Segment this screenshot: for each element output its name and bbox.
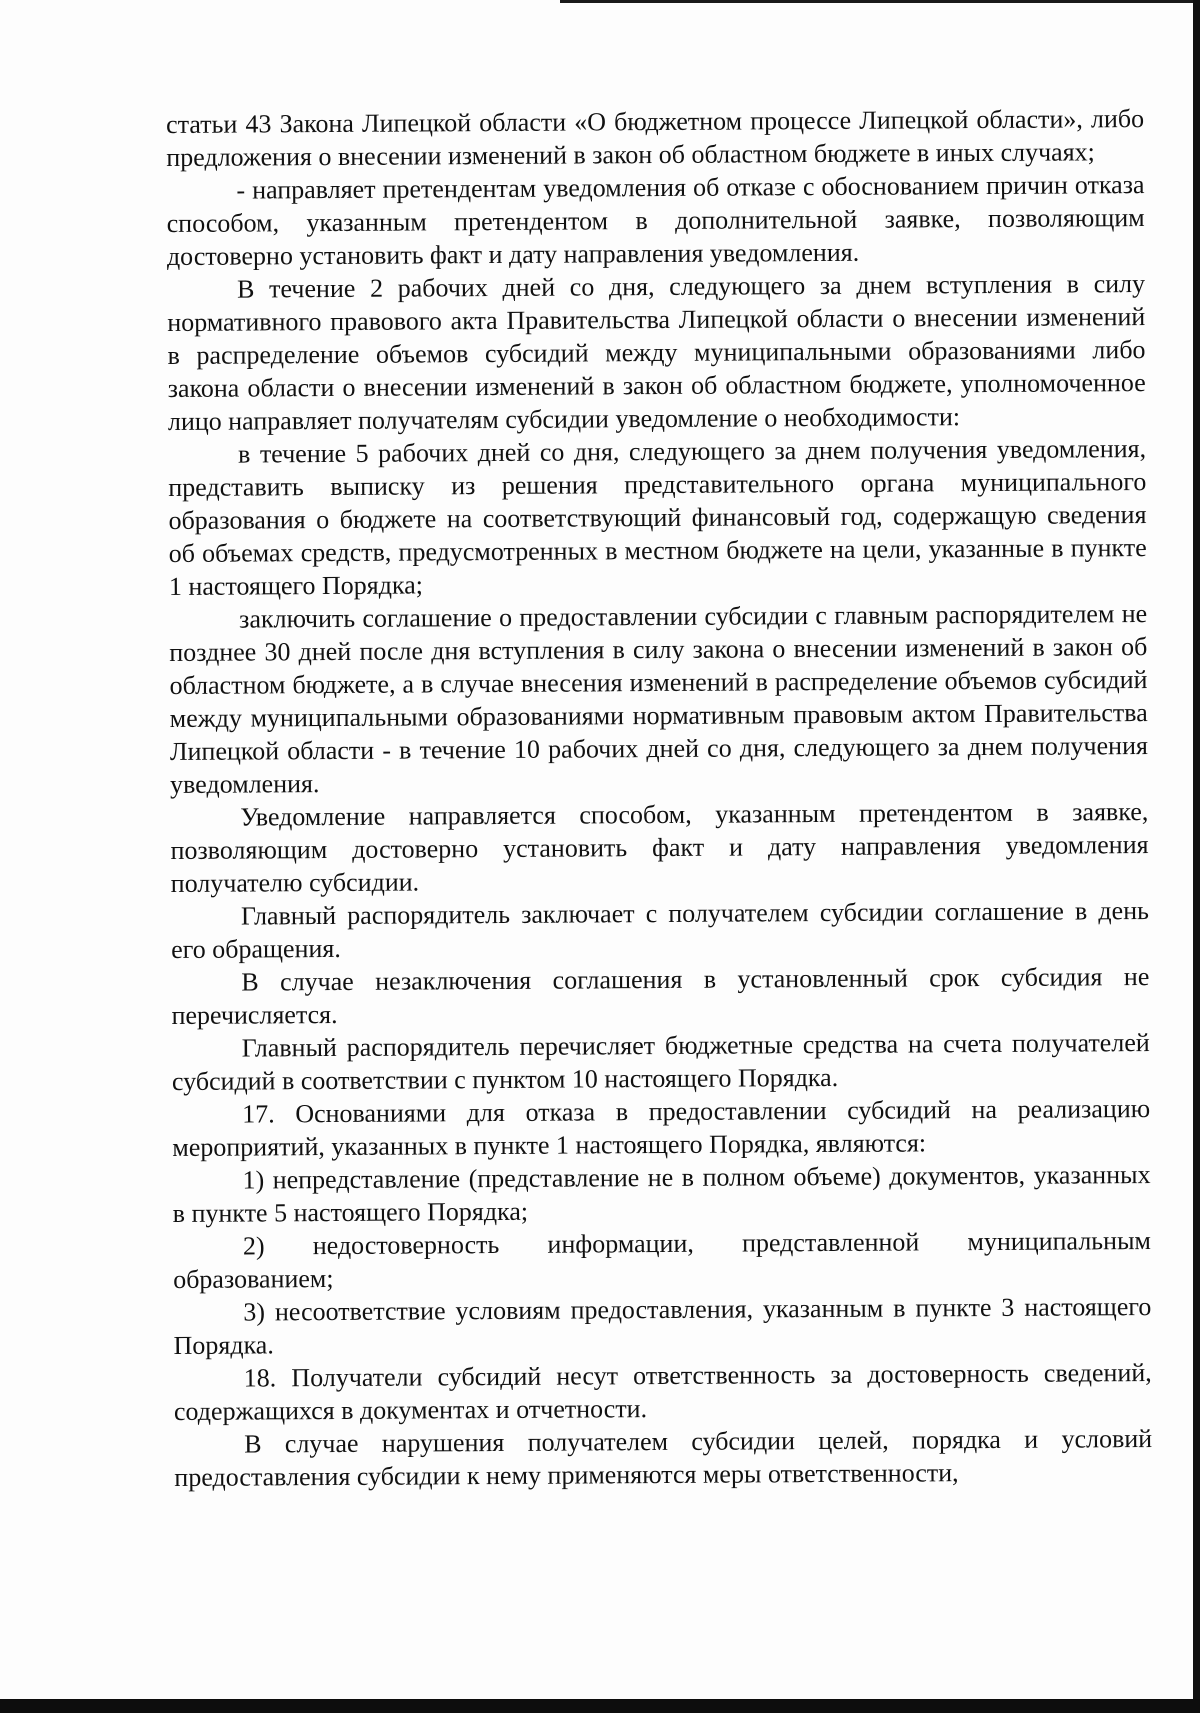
document-body <box>166 102 1152 1494</box>
paragraph-item-17-3: 3) несоответствие условиям предоставления, указанным в пункте 3 настоящего Порядка. <box>173 1292 1152 1360</box>
paragraph-transfer-funds: Главный распорядитель перечисляет бюджетные средства на счета получателей субсидий в соответствии с пунктом 10 настоящего Порядка. <box>171 1028 1150 1096</box>
paragraph-two-working-days: В течение 2 рабочих дней со дня, следующего за днем вступления в силу нормативного правового акта Правительства Липецкой области о внесении изменений в распределение объемов субсидий между муниципальными образованиями либо закона области о внесении изменений в закон об областном бюджете, уполномоченное лицо направляет получателям субсидии уведомление о необходимости: <box>167 269 1146 436</box>
paragraph-item-18: 18. Получатели субсидий несут ответственность за достоверность сведений, содержащихся в документах и отчетности. <box>173 1358 1152 1426</box>
scan-edge-top <box>560 0 1200 3</box>
paragraph-item-17-2: 2) недостоверность информации, представленной муниципальным образованием; <box>173 1226 1152 1294</box>
scan-edge-bottom <box>0 1699 1200 1713</box>
paragraph-agreement-day: Главный распорядитель заключает с получателем субсидии соглашение в день его обращения. <box>171 896 1150 964</box>
paragraph-notification-method: Уведомление направляется способом, указанным претендентом в заявке, позволяющим достоверно установить факт и дату направления уведомления получателю субсидии. <box>170 797 1149 898</box>
paragraph-notification-refusal: - направляет претендентам уведомления об отказе с обоснованием причин отказа способом, указанным претендентом в дополнительной заявке, позволяющим достоверно установить факт и дату направления уведомления. <box>166 170 1145 271</box>
paragraph-violation: В случае нарушения получателем субсидии целей, порядка и условий предоставления субсидии к нему применяются меры ответственности, <box>174 1424 1153 1492</box>
paragraph-five-working-days: в течение 5 рабочих дней со дня, следующего за днем получения уведомления, представить выписку из решения представительного органа муниципального образования о бюджете на соответствующий финансовый год, содержащую сведения об объемах средств, предусмотренных в местном бюджете на цели, указанные в пункте 1 настоящего Порядка; <box>168 434 1147 601</box>
paragraph-conclude-agreement: заключить соглашение о предоставлении субсидии с главным распорядителем не позднее 30 дней после дня вступления в силу закона о внесении изменений в закон об областном бюджете, а в случае внесения изменений в распределение объемов субсидий между муниципальными образованиями нормативным правовым актом Правительства Липецкой области - в течение 10 рабочих дней со дня, следующего за днем получения уведомления. <box>169 599 1149 799</box>
paragraph-item-17-1: 1) непредставление (представление не в полном объеме) документов, указанных в пункте 5 настоящего Порядка; <box>172 1160 1151 1228</box>
scan-edge-right <box>1193 0 1200 1713</box>
paragraph-no-agreement: В случае незаключения соглашения в установленный срок субсидия не перечисляется. <box>171 962 1150 1030</box>
paragraph-continuation: статьи 43 Закона Липецкой области «О бюджетном процессе Липецкой области», либо предложения о внесении изменений в закон об областном бюджете в иных случаях; <box>166 104 1145 172</box>
paragraph-item-17: 17. Основаниями для отказа в предоставлении субсидий на реализацию мероприятий, указанных в пункте 1 настоящего Порядка, являются: <box>172 1094 1151 1162</box>
